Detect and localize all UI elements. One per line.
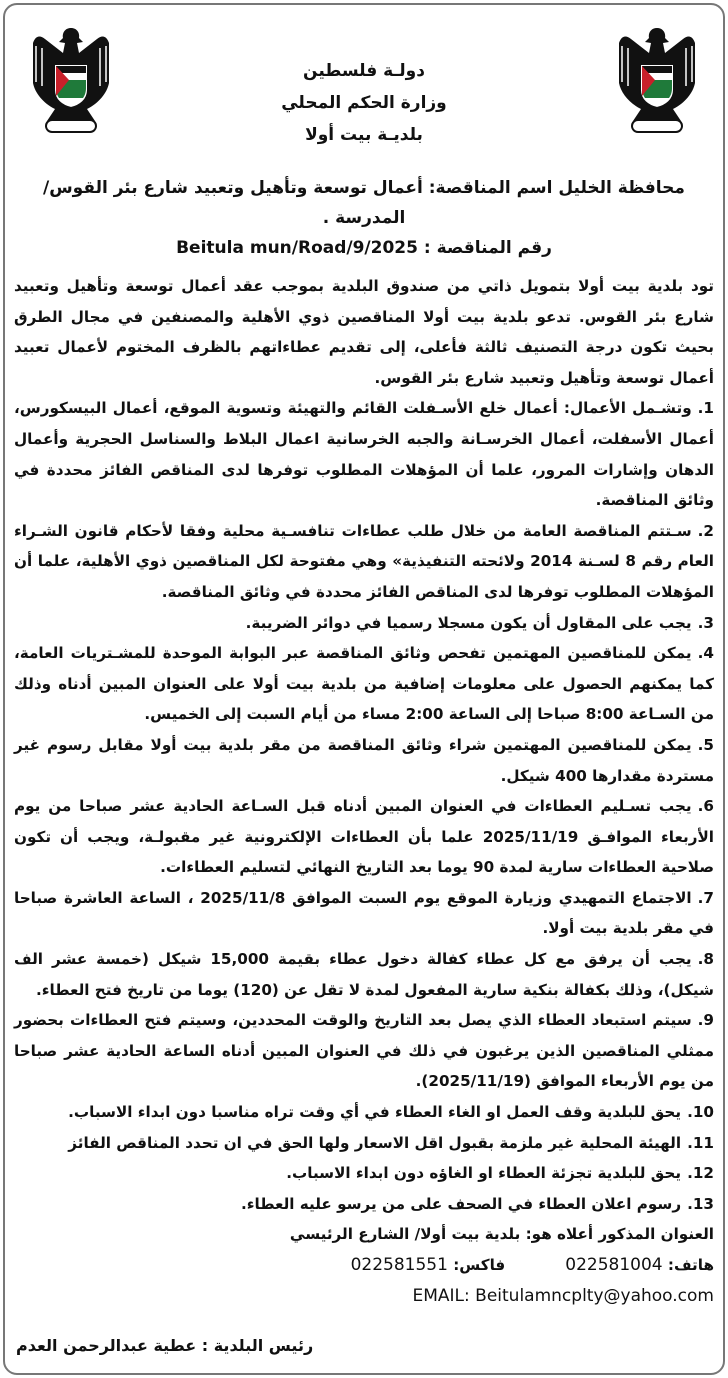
item-text: سيتم استبعاد العطاء الذي يصل بعد التاريخ والوقت المحددين، وسيتم فتح العطاءات بحضور ممثلي المناقصين الذين يرغبون في ذلك في العنوان المبين أدناه الساعة الحادية عشر صباحا من يوم الأربعاء الموافق (2025/11/19). xyxy=(14,1011,714,1091)
item-text: يمكن للمناقصين المهتمين شراء وثائق المناقصة من مقر بلدية بيت أولا مقابل رسوم غير مستردة مقدارها 400 شيكل. xyxy=(14,735,714,785)
mayor-signature: رئيس البلدية : عطية عبدالرحمن العدم xyxy=(16,1336,314,1356)
item-text: رسوم اعلان العطاء في الصحف على من يرسو عليه العطاء. xyxy=(241,1194,682,1213)
header-state: دولـة فلسطين xyxy=(303,61,425,81)
condition-item xyxy=(14,608,714,639)
item-number: 7. xyxy=(697,888,714,907)
title-block xyxy=(5,167,723,263)
phone-fax-line xyxy=(14,1250,714,1281)
fax-label: فاكس: xyxy=(453,1256,506,1274)
condition-item xyxy=(14,791,714,883)
palestine-eagle-emblem-icon xyxy=(26,24,116,142)
fax xyxy=(351,1250,506,1281)
item-number: 6. xyxy=(697,797,714,816)
palestine-eagle-emblem-icon xyxy=(612,24,702,142)
item-text: يجب تسـليم العطاءات في العنوان المبين أدناه قبل السـاعة الحادية عشر صباحا من يوم الأربعاء الموافـق 2025/11/19 علما بأن العطاءات الإلكترونية غير مقبولـة، ويجب أن تكون صلاحية العطاءات سارية لمدة 90 يوما بعد التاريخ النهائي لتسليم العطاءات. xyxy=(14,797,714,877)
phone-label: هاتف: xyxy=(667,1256,714,1274)
item-text: وتشـمل الأعمال: أعمال خلع الأسـفلت القائم والتهيئة وتسوية الموقع، أعمال البيسكورس، أعمال الأسفلت، أعمال الخرسـانة والجبه الخرسانية اعمال البلاط والسناسل الحجرية وأعمال الدهان وإشارات المرور، علما أن المؤهلات المطلوب توفرها لدى المناقص الفائز محددة في وثائق المناقصة. xyxy=(14,399,714,510)
item-text: يمكن للمناقصين المهتمين تفحص وثائق المناقصة عبر البوابة الموحدة للمشـتريات العامة، كما يمكنهم الحصول على معلومات إضافية من بلدية بيت أولا على العنوان المبين أدناه وذلك من السـاعة 8:00 صباحا إلى الساعة 2:00 مساء من أيام السبت إلى الخميس. xyxy=(14,644,714,724)
tender-number-line xyxy=(13,233,715,263)
condition-item xyxy=(14,1158,714,1189)
item-number: 8. xyxy=(697,950,714,969)
condition-item xyxy=(14,944,714,1005)
item-text: الاجتماع التمهيدي وزيارة الموقع يوم السبت الموافق 2025/11/8 ، الساعة العاشرة صباحا في مقر بلدية بيت أولا. xyxy=(14,888,714,938)
email-line xyxy=(14,1281,714,1312)
header-ministry: وزارة الحكم المحلي xyxy=(281,93,447,113)
condition-item xyxy=(14,1128,714,1159)
item-number: 4. xyxy=(697,644,714,663)
item-number: 9. xyxy=(697,1011,714,1030)
conditions-list xyxy=(14,393,714,1219)
tender-number: Beitula mun/Road/9/2025 xyxy=(176,238,418,258)
email-label: EMAIL: xyxy=(412,1285,470,1306)
item-text: يجب أن يرفق مع كل عطاء كفالة دخول عطاء بقيمة 15,000 شيكل (خمسة عشر الف شيكل)، وذلك بكفالة بنكية سارية المفعول لمدة لا تقل عن (120) يوما من تاريخ فتح العطاء. xyxy=(14,950,714,999)
condition-item xyxy=(14,516,714,608)
item-number: 10. xyxy=(687,1103,714,1122)
item-number: 3. xyxy=(697,613,714,632)
condition-item xyxy=(14,883,714,944)
item-number: 13. xyxy=(687,1194,714,1213)
condition-item xyxy=(14,1005,714,1097)
item-number: 2. xyxy=(697,521,714,540)
item-text: يحق للبلدية تجزئة العطاء او الغاؤه دون ابداء الاسباب. xyxy=(286,1164,682,1183)
fax-number: 022581551 xyxy=(350,1255,448,1275)
header-municipality: بلديـة بيت أولا xyxy=(305,125,423,145)
phone xyxy=(565,1250,714,1281)
tender-number-label: رقم المناقصة : xyxy=(423,238,552,258)
address: العنوان المذكور أعلاه هو: بلدية بيت أولا/ الشارع الرئيسي xyxy=(289,1225,714,1244)
item-text: يحق للبلدية وقف العمل او الغاء العطاء في أي وقت تراه مناسبا دون ابداء الاسباب. xyxy=(68,1103,682,1122)
condition-item xyxy=(14,1189,714,1220)
item-number: 11. xyxy=(687,1133,714,1152)
item-text: يجب على المقاول أن يكون مسجلا رسميا في دوائر الضريبة. xyxy=(245,613,692,632)
condition-item xyxy=(14,638,714,730)
item-number: 1. xyxy=(697,399,714,418)
condition-item xyxy=(14,393,714,515)
item-number: 5. xyxy=(697,735,714,754)
item-number: 12. xyxy=(687,1164,714,1183)
notice-body xyxy=(14,271,714,1311)
contact-block xyxy=(14,1219,714,1311)
item-text: الهيئة المحلية غير ملزمة بقبول اقل الاسعار ولها الحق في ان تحدد المناقص الفائز xyxy=(68,1133,682,1152)
condition-item xyxy=(14,1097,714,1128)
phone-number: 022581004 xyxy=(565,1255,663,1275)
condition-item xyxy=(14,730,714,791)
item-text: سـتتم المناقصة العامة من خلال طلب عطاءات تنافسـية محلية وفقا لأحكام قانون الشـراء العام رقم 8 لسـنة 2014 ولائحته التنفيذية» وهي مفتوحة لكل المناقصين ذوي الأهلية، علما أن المؤهلات المطلوب توفرها لدى المناقص الفائز محددة في وثائق المناقصة. xyxy=(14,521,714,601)
tender-title: محافظة الخليل اسم المناقصة: أعمال توسعة وتأهيل وتعبيد شارع بئر القوس/المدرسة . xyxy=(43,178,685,228)
email-link[interactable]: Beitulamncplty@yahoo.com xyxy=(475,1285,714,1306)
intro-paragraph: تود بلدية بيت أولا بتمويل ذاتي من صندوق البلدية بموجب عقد أعمال توسعة وتأهيل وتعبيد شارع بئر القوس. تدعو بلدية بيت أولا المناقصين ذوي الأهلية والمصنفين في مجال الطرق بحيث تكون درجة التصنيف ثالثة فأعلى، إلى تقديم عطاءاتهم بالظرف المختوم لأعمال تعبيد أعمال توسعة وتأهيل وتعبيد شارع بئر القوس. xyxy=(14,277,714,387)
notice-frame xyxy=(3,3,725,1375)
